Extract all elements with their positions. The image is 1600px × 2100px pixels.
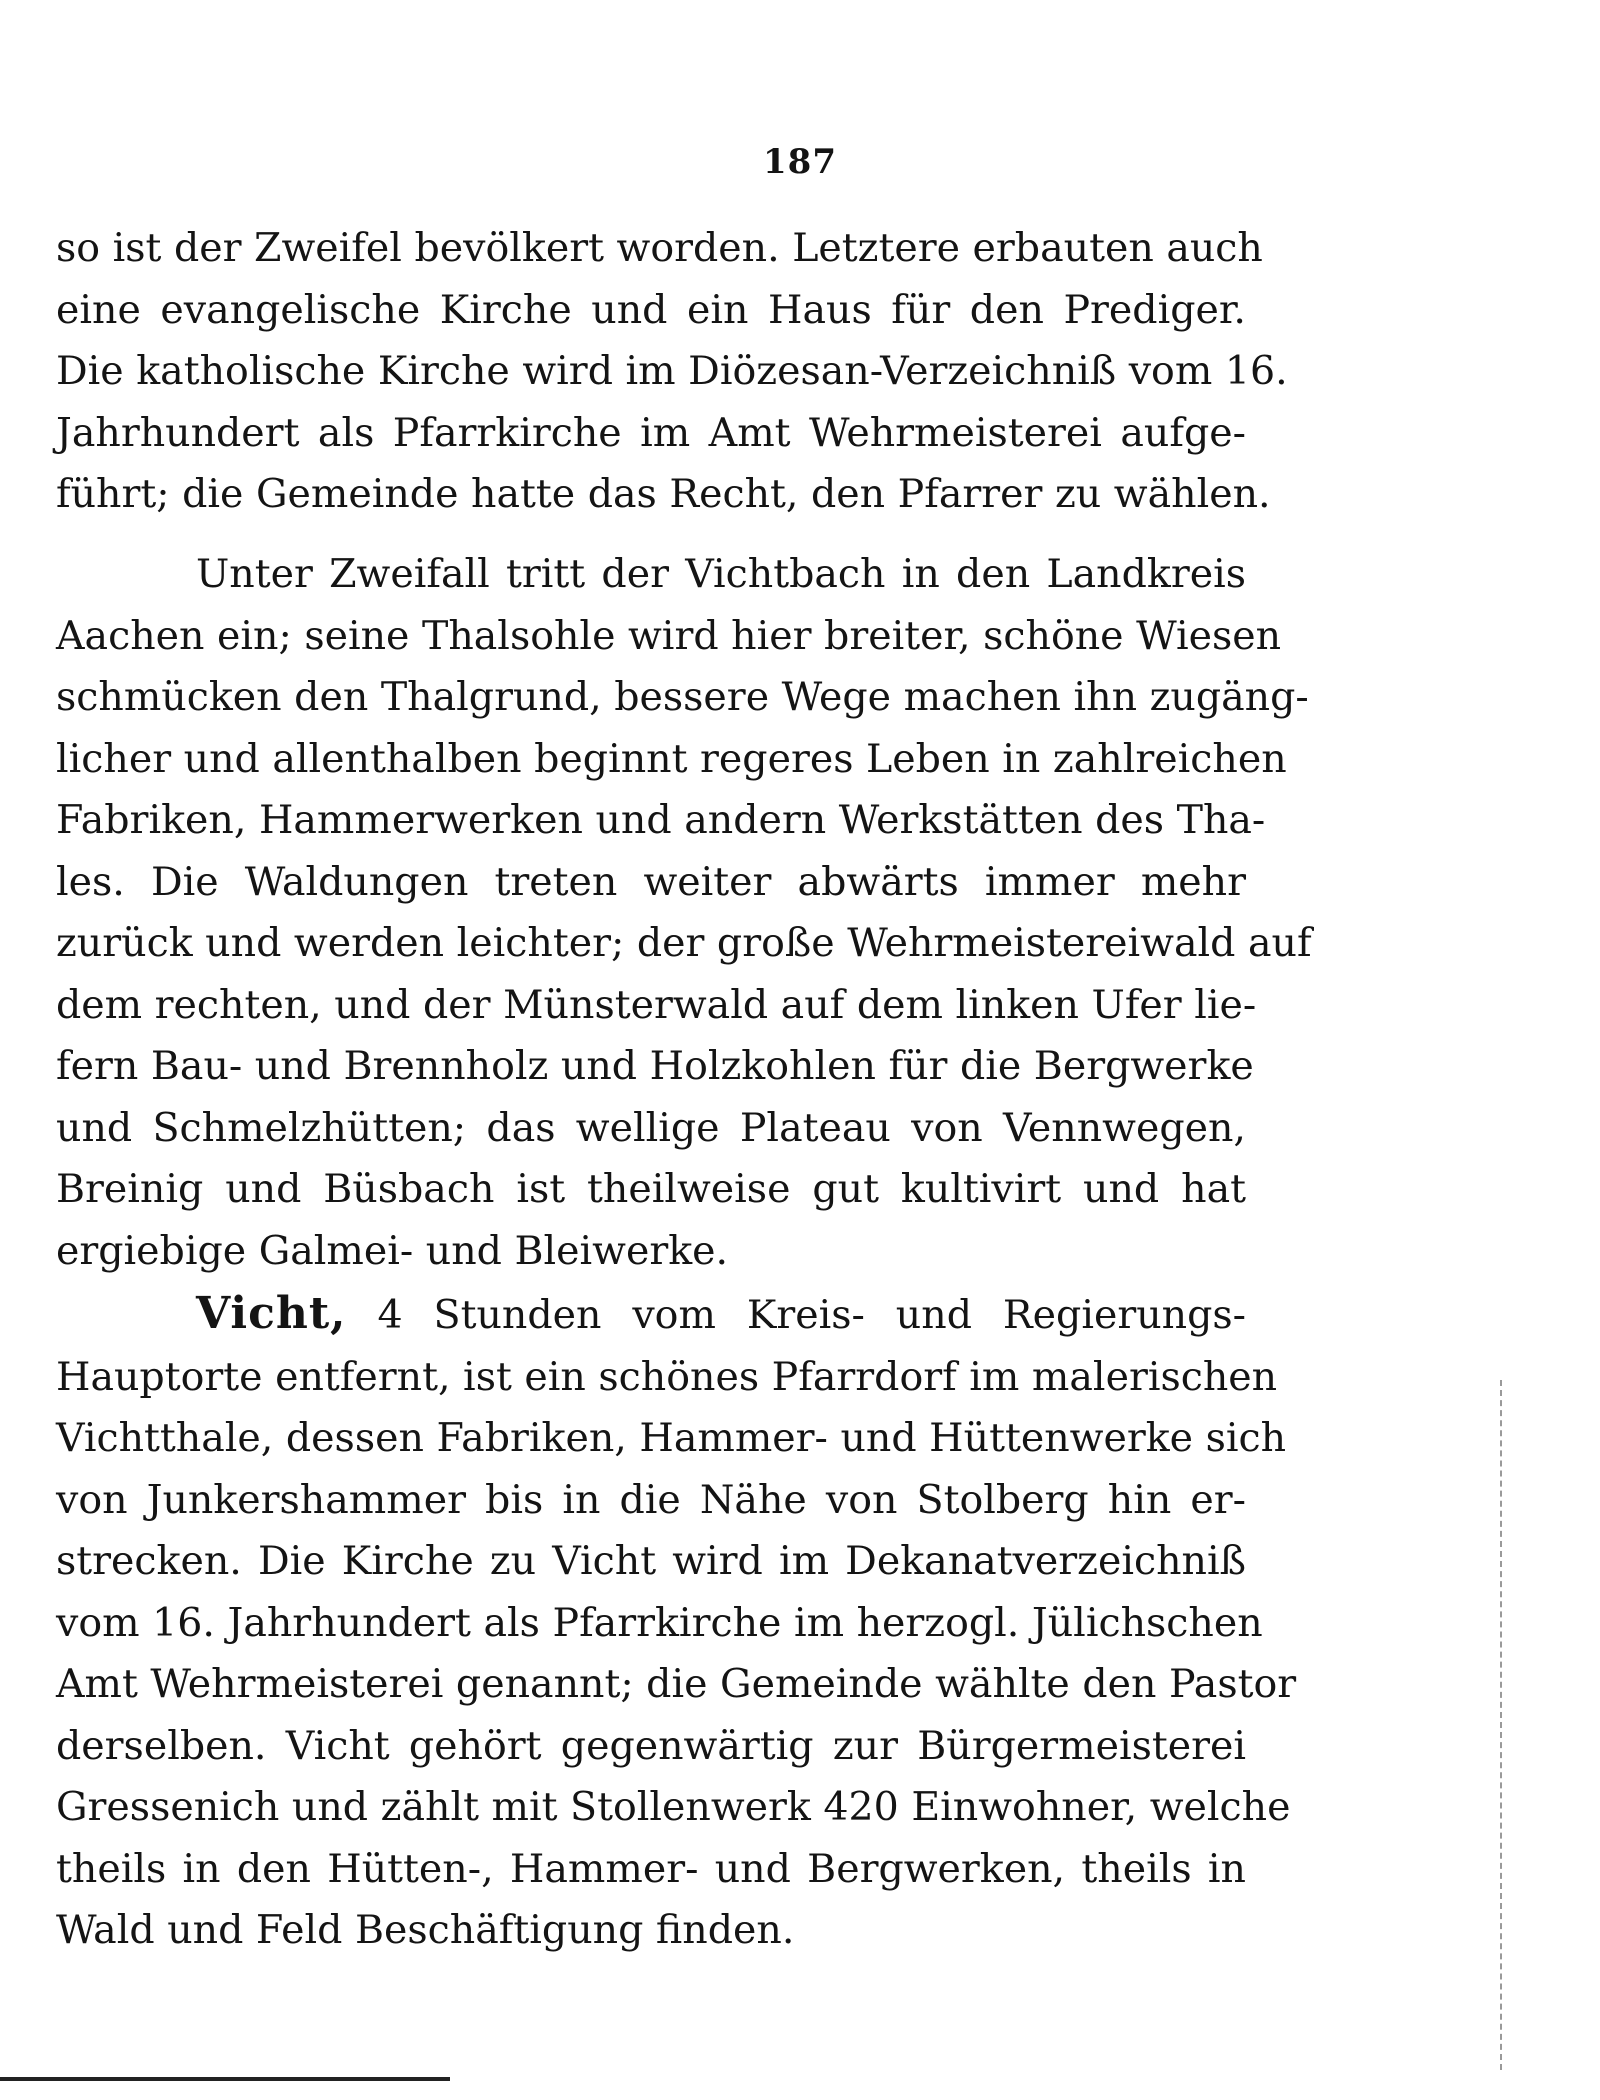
text-line: Wald und Feld Beschäftigung finden. [56, 1907, 795, 1953]
text-line: theils in den Hütten-, Hammer- und Bergwerken, theils in [56, 1845, 1246, 1892]
page-number: 187 [763, 142, 837, 182]
text-line: Gressenich und zählt mit Stollenwerk 420 Einwohner, welche [56, 1784, 1291, 1830]
text-line: eine evangelische Kirche und ein Haus für den Prediger. [56, 286, 1246, 333]
text-line: les. Die Waldungen treten weiter abwärts immer mehr [56, 858, 1246, 905]
text-line: und Schmelzhütten; das wellige Plateau von Vennwegen, [56, 1104, 1246, 1151]
text-line: Die katholische Kirche wird im Diözesan-Verzeichniß vom 16. [56, 348, 1288, 394]
text-line: dem rechten, und der Münsterwald auf dem linken Ufer lie- [56, 981, 1257, 1028]
text-line: von Junkershammer bis in die Nähe von Stolberg hin er- [56, 1476, 1246, 1523]
text-line: strecken. Die Kirche zu Vicht wird im Dekanatverzeichniß [56, 1538, 1246, 1584]
text-line: Jahrhundert als Pfarrkirche im Amt Wehrmeisterei aufge- [56, 409, 1246, 456]
text-line: derselben. Vicht gehört gegenwärtig zur Bürgermeisterei [56, 1722, 1246, 1769]
text-line: ergiebige Galmei- und Bleiwerke. [56, 1227, 729, 1274]
text-line: Hauptorte entfernt, ist ein schönes Pfarrdorf im malerischen [56, 1353, 1278, 1400]
text-line: Amt Wehrmeisterei genannt; die Gemeinde wählte den Pastor [56, 1661, 1297, 1707]
text-line: vom 16. Jahrhundert als Pfarrkirche im herzogl. Jülichschen [56, 1599, 1263, 1646]
text-line: licher und allenthalben beginnt regeres Leben in zahlreichen [56, 735, 1287, 782]
scan-edge-marks [1500, 1380, 1505, 2070]
text-line: schmücken den Thalgrund, bessere Wege machen ihn zugäng- [56, 674, 1309, 720]
paragraph-continuation [56, 218, 1288, 526]
scan-bottom-rule [0, 2077, 450, 2081]
paragraph-vicht-entry [56, 1283, 1297, 1962]
text-line: so ist der Zweifel bevölkert worden. Letztere erbauten auch [56, 225, 1263, 271]
entry-first-line-text: 4 Stunden vom Kreis- und Regierungs- [377, 1292, 1246, 1338]
text-line: Unter Zweifall tritt der Vichtbach in den Landkreis [196, 551, 1246, 597]
text-line: Vichtthale, dessen Fabriken, Hammer- und Hüttenwerke sich [56, 1415, 1287, 1461]
text-line: fern Bau- und Brennholz und Holzkohlen für die Bergwerke [56, 1043, 1254, 1089]
text-line: führt; die Gemeinde hatte das Recht, den Pfarrer zu wählen. [56, 471, 1271, 517]
text-line: Fabriken, Hammerwerken und andern Werkstätten des Tha- [56, 797, 1266, 843]
text-line: Aachen ein; seine Thalsohle wird hier breiter, schöne Wiesen [56, 612, 1282, 659]
entry-first-line [56, 1283, 1246, 1347]
entry-headword: Vicht, [196, 1288, 347, 1339]
text-line: Breinig und Büsbach ist theilweise gut kultivirt und hat [56, 1166, 1246, 1212]
text-line: zurück und werden leichter; der große Wehrmeistereiwald auf [56, 920, 1312, 966]
paragraph-zweifall [56, 544, 1312, 1282]
